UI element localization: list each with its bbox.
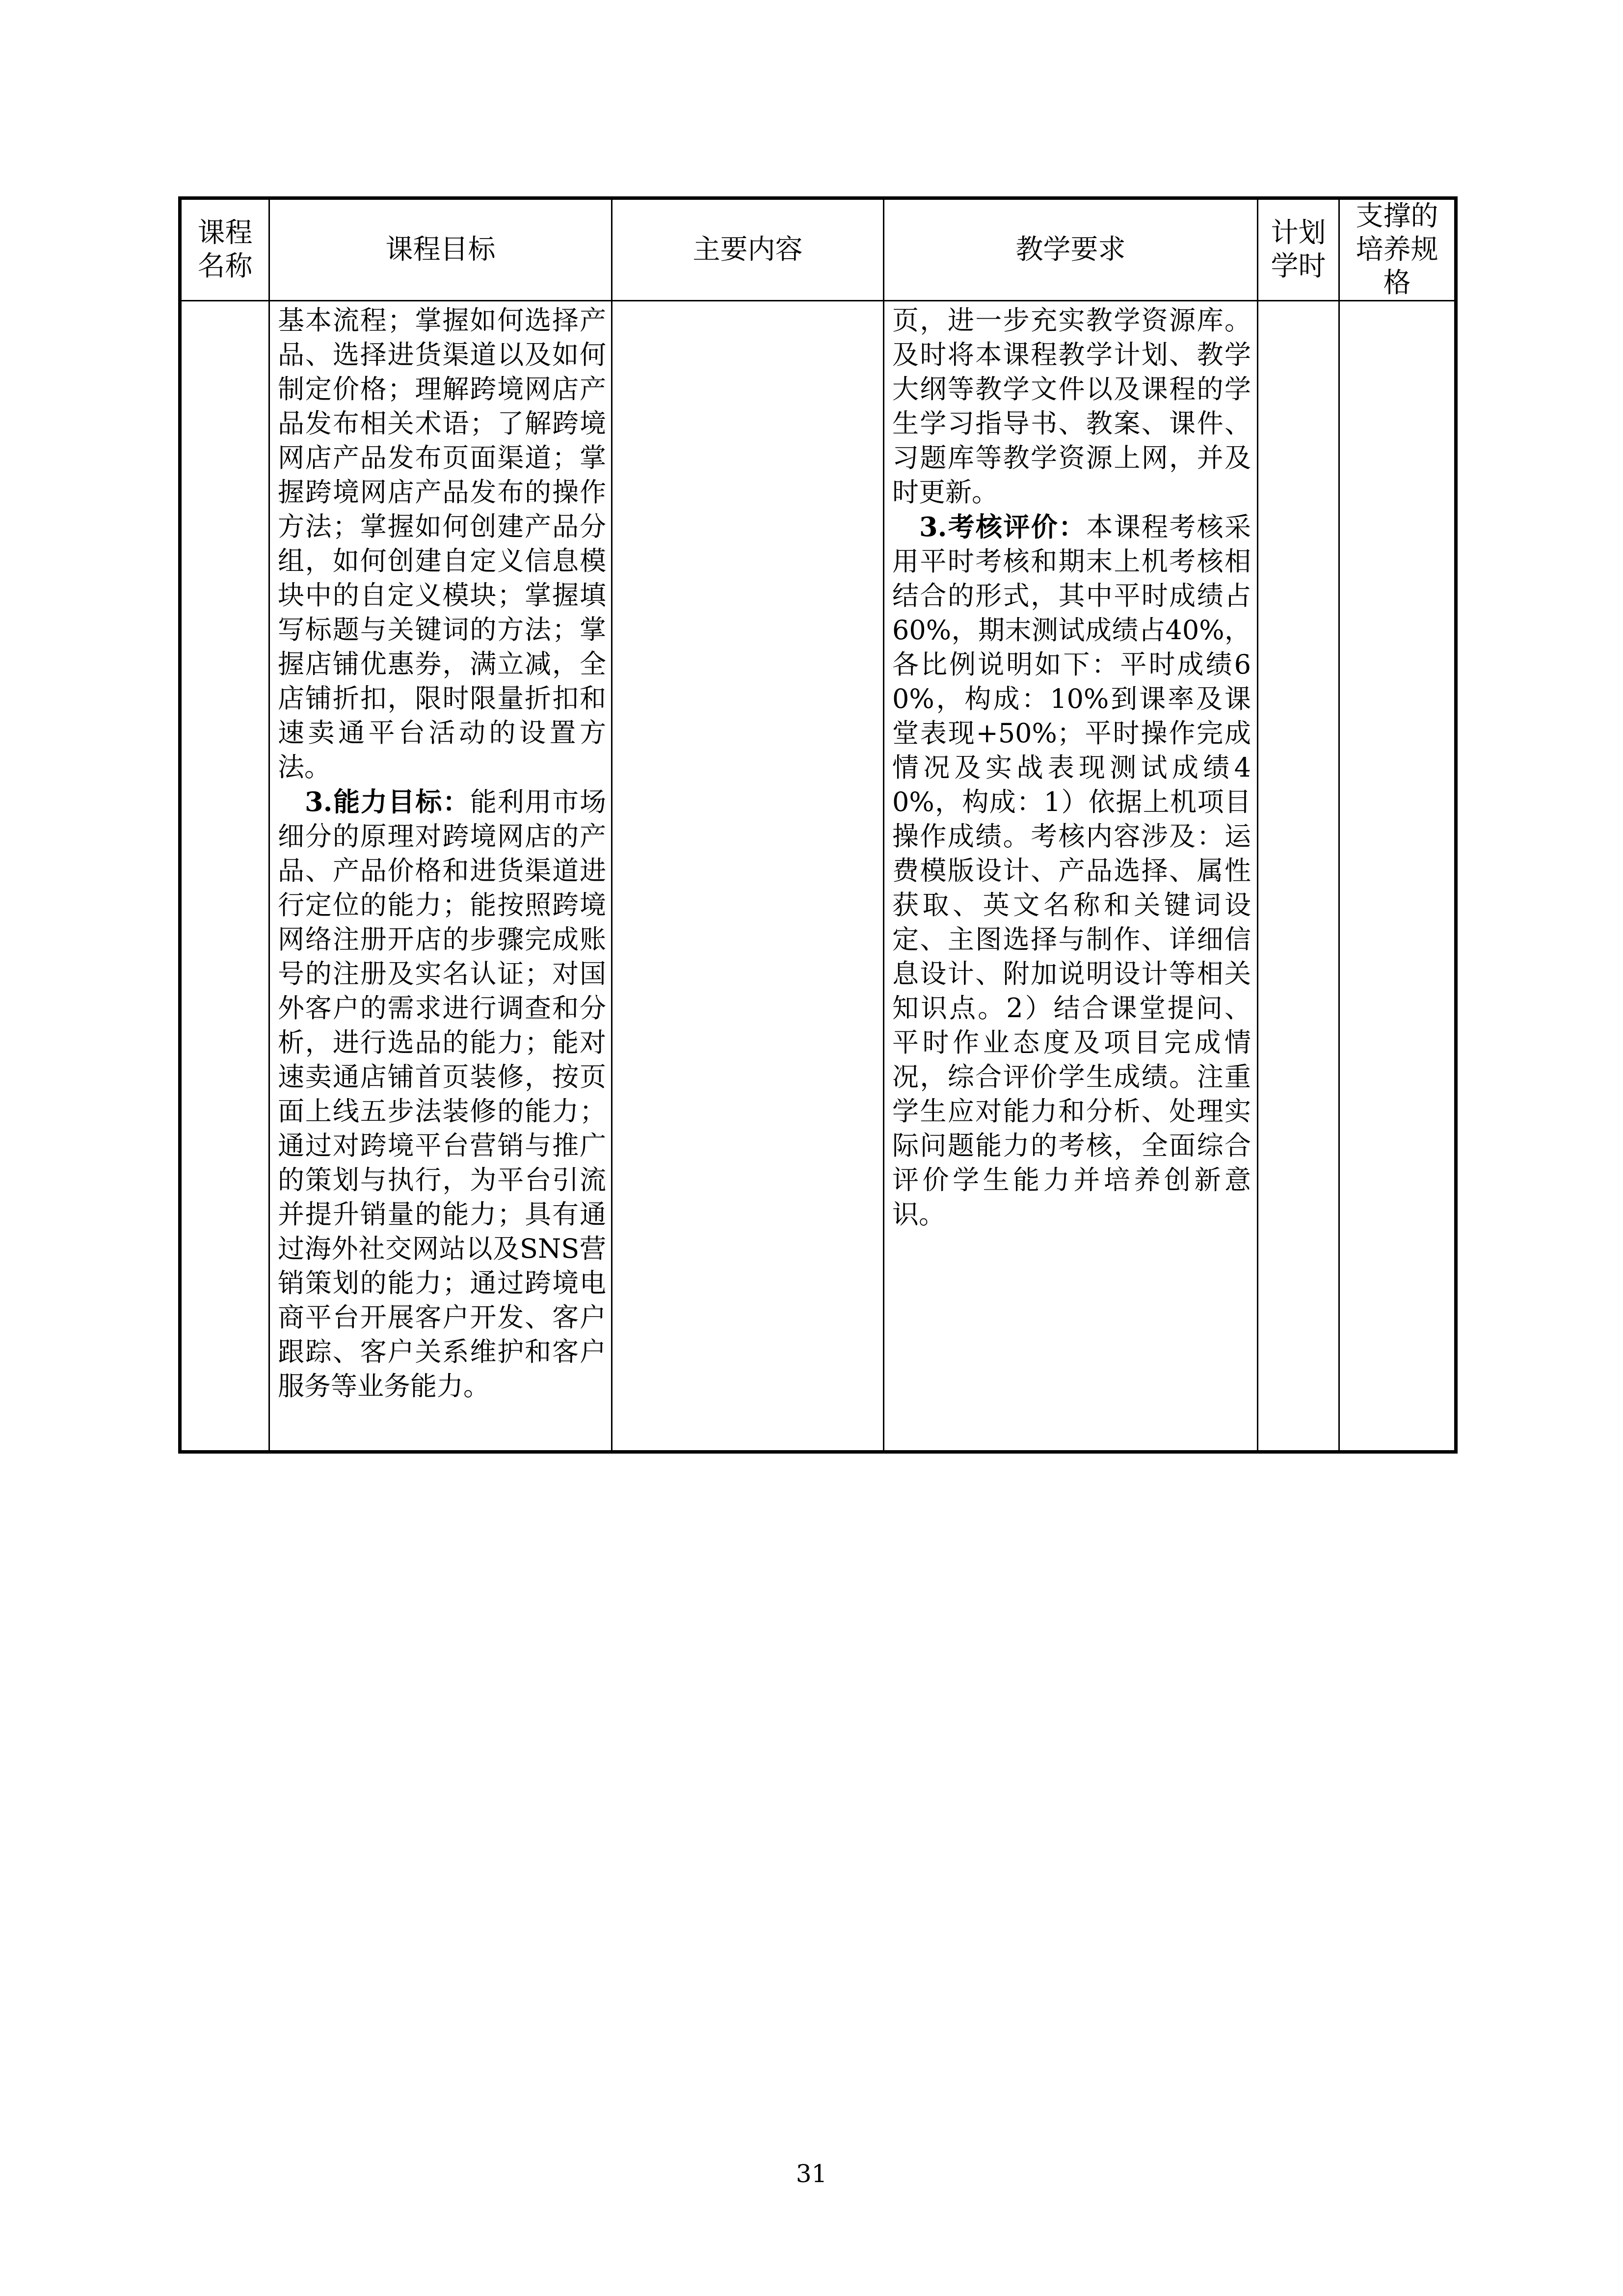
header-main-content-text: 主要内容 (692, 234, 803, 266)
header-supported-specs-text: 支撑的培养规格 (1356, 200, 1438, 299)
teaching-requirements-paragraph-1: 页，进一步充实教学资源库。及时将本课程教学计划、教学大纲等教学文件以及课程的学生学习指导书、教案、课件、习题库等教学资源上网，并及时更新。 (892, 305, 1251, 508)
header-teaching-requirements-text: 教学要求 (1015, 234, 1126, 266)
cell-course-name (180, 301, 269, 1452)
planned-hours-text (1258, 301, 1338, 303)
header-planned-hours (1258, 198, 1339, 301)
assessment-label: 3.考核评价： (919, 511, 1087, 542)
cell-teaching-requirements (884, 301, 1258, 1452)
header-course-name (180, 198, 269, 301)
course-table (178, 196, 1458, 1454)
table-header-row (180, 198, 1456, 301)
course-goal-paragraph-1: 基本流程；掌握如何选择产品、选择进货渠道以及如何制定价格；理解跨境网店产品发布相关术语；了解跨境网店产品发布页面渠道；掌握跨境网店产品发布的操作方法；掌握如何创建产品分组，如何创建自定义信息模块中的自定义模块；掌握填写标题与关键词的方法；掌握店铺优惠券，满立减，全店铺折扣，限时限量折扣和速卖通平台活动的设置方法。 (278, 305, 606, 783)
main-content-text (612, 301, 883, 303)
table-row (180, 301, 1456, 1452)
teaching-requirements-paragraph-2 (892, 510, 1251, 1232)
page-number: 31 (796, 2160, 827, 2188)
course-name-text (182, 301, 268, 303)
teaching-requirements-text (884, 301, 1257, 1232)
header-course-goal-text: 课程目标 (385, 234, 496, 266)
ability-goal-label: 3.能力目标： (305, 786, 470, 817)
ability-goal-text: 能利用市场细分的原理对跨境网店的产品、产品价格和进货渠道进行定位的能力；能按照跨境网络注册开店的步骤完成账号的注册及实名认证；对国外客户的需求进行调查和分析，进行选品的能力；能对速卖通店铺首页装修，按页面上线五步法装修的能力；通过对跨境平台营销与推广的策划与执行，为平台引流并提升销量的能力；具有通过海外社交网站以及SNS营销策划的能力；通过跨境电商平台开展客户开发、客户跟踪、客户关系维护和客户服务等业务能力。 (278, 786, 607, 1402)
cell-course-goal (269, 301, 612, 1452)
cell-supported-specs (1339, 301, 1456, 1452)
cell-planned-hours (1258, 301, 1339, 1452)
header-course-name-text: 课程名称 (197, 217, 253, 282)
supported-specs-text (1340, 301, 1454, 303)
course-goal-text (270, 301, 611, 1404)
header-planned-hours-text: 计划学时 (1271, 217, 1326, 282)
course-goal-paragraph-2 (278, 784, 606, 1404)
header-supported-specs (1339, 198, 1456, 301)
header-main-content (612, 198, 884, 301)
header-teaching-requirements (884, 198, 1258, 301)
cell-main-content (612, 301, 884, 1452)
assessment-text: 本课程考核采用平时考核和期末上机考核相结合的形式，其中平时成绩占60%，期末测试成绩占40%，各比例说明如下：平时成绩60%，构成：10%到课率及课堂表现+50%；平时操作完成情况及实战表现测试成绩40%，构成：1）依据上机项目操作成绩。考核内容涉及：运费模版设计、产品选择、属性获取、英文名称和关键词设定、主图选择与制作、详细信息设计、附加说明设计等相关知识点。2）结合课堂提问、平时作业态度及项目完成情况，综合评价学生成绩。注重学生应对能力和分析、处理实际问题能力的考核，全面综合评价学生能力并培养创新意识。 (892, 512, 1251, 1230)
header-course-goal (269, 198, 612, 301)
